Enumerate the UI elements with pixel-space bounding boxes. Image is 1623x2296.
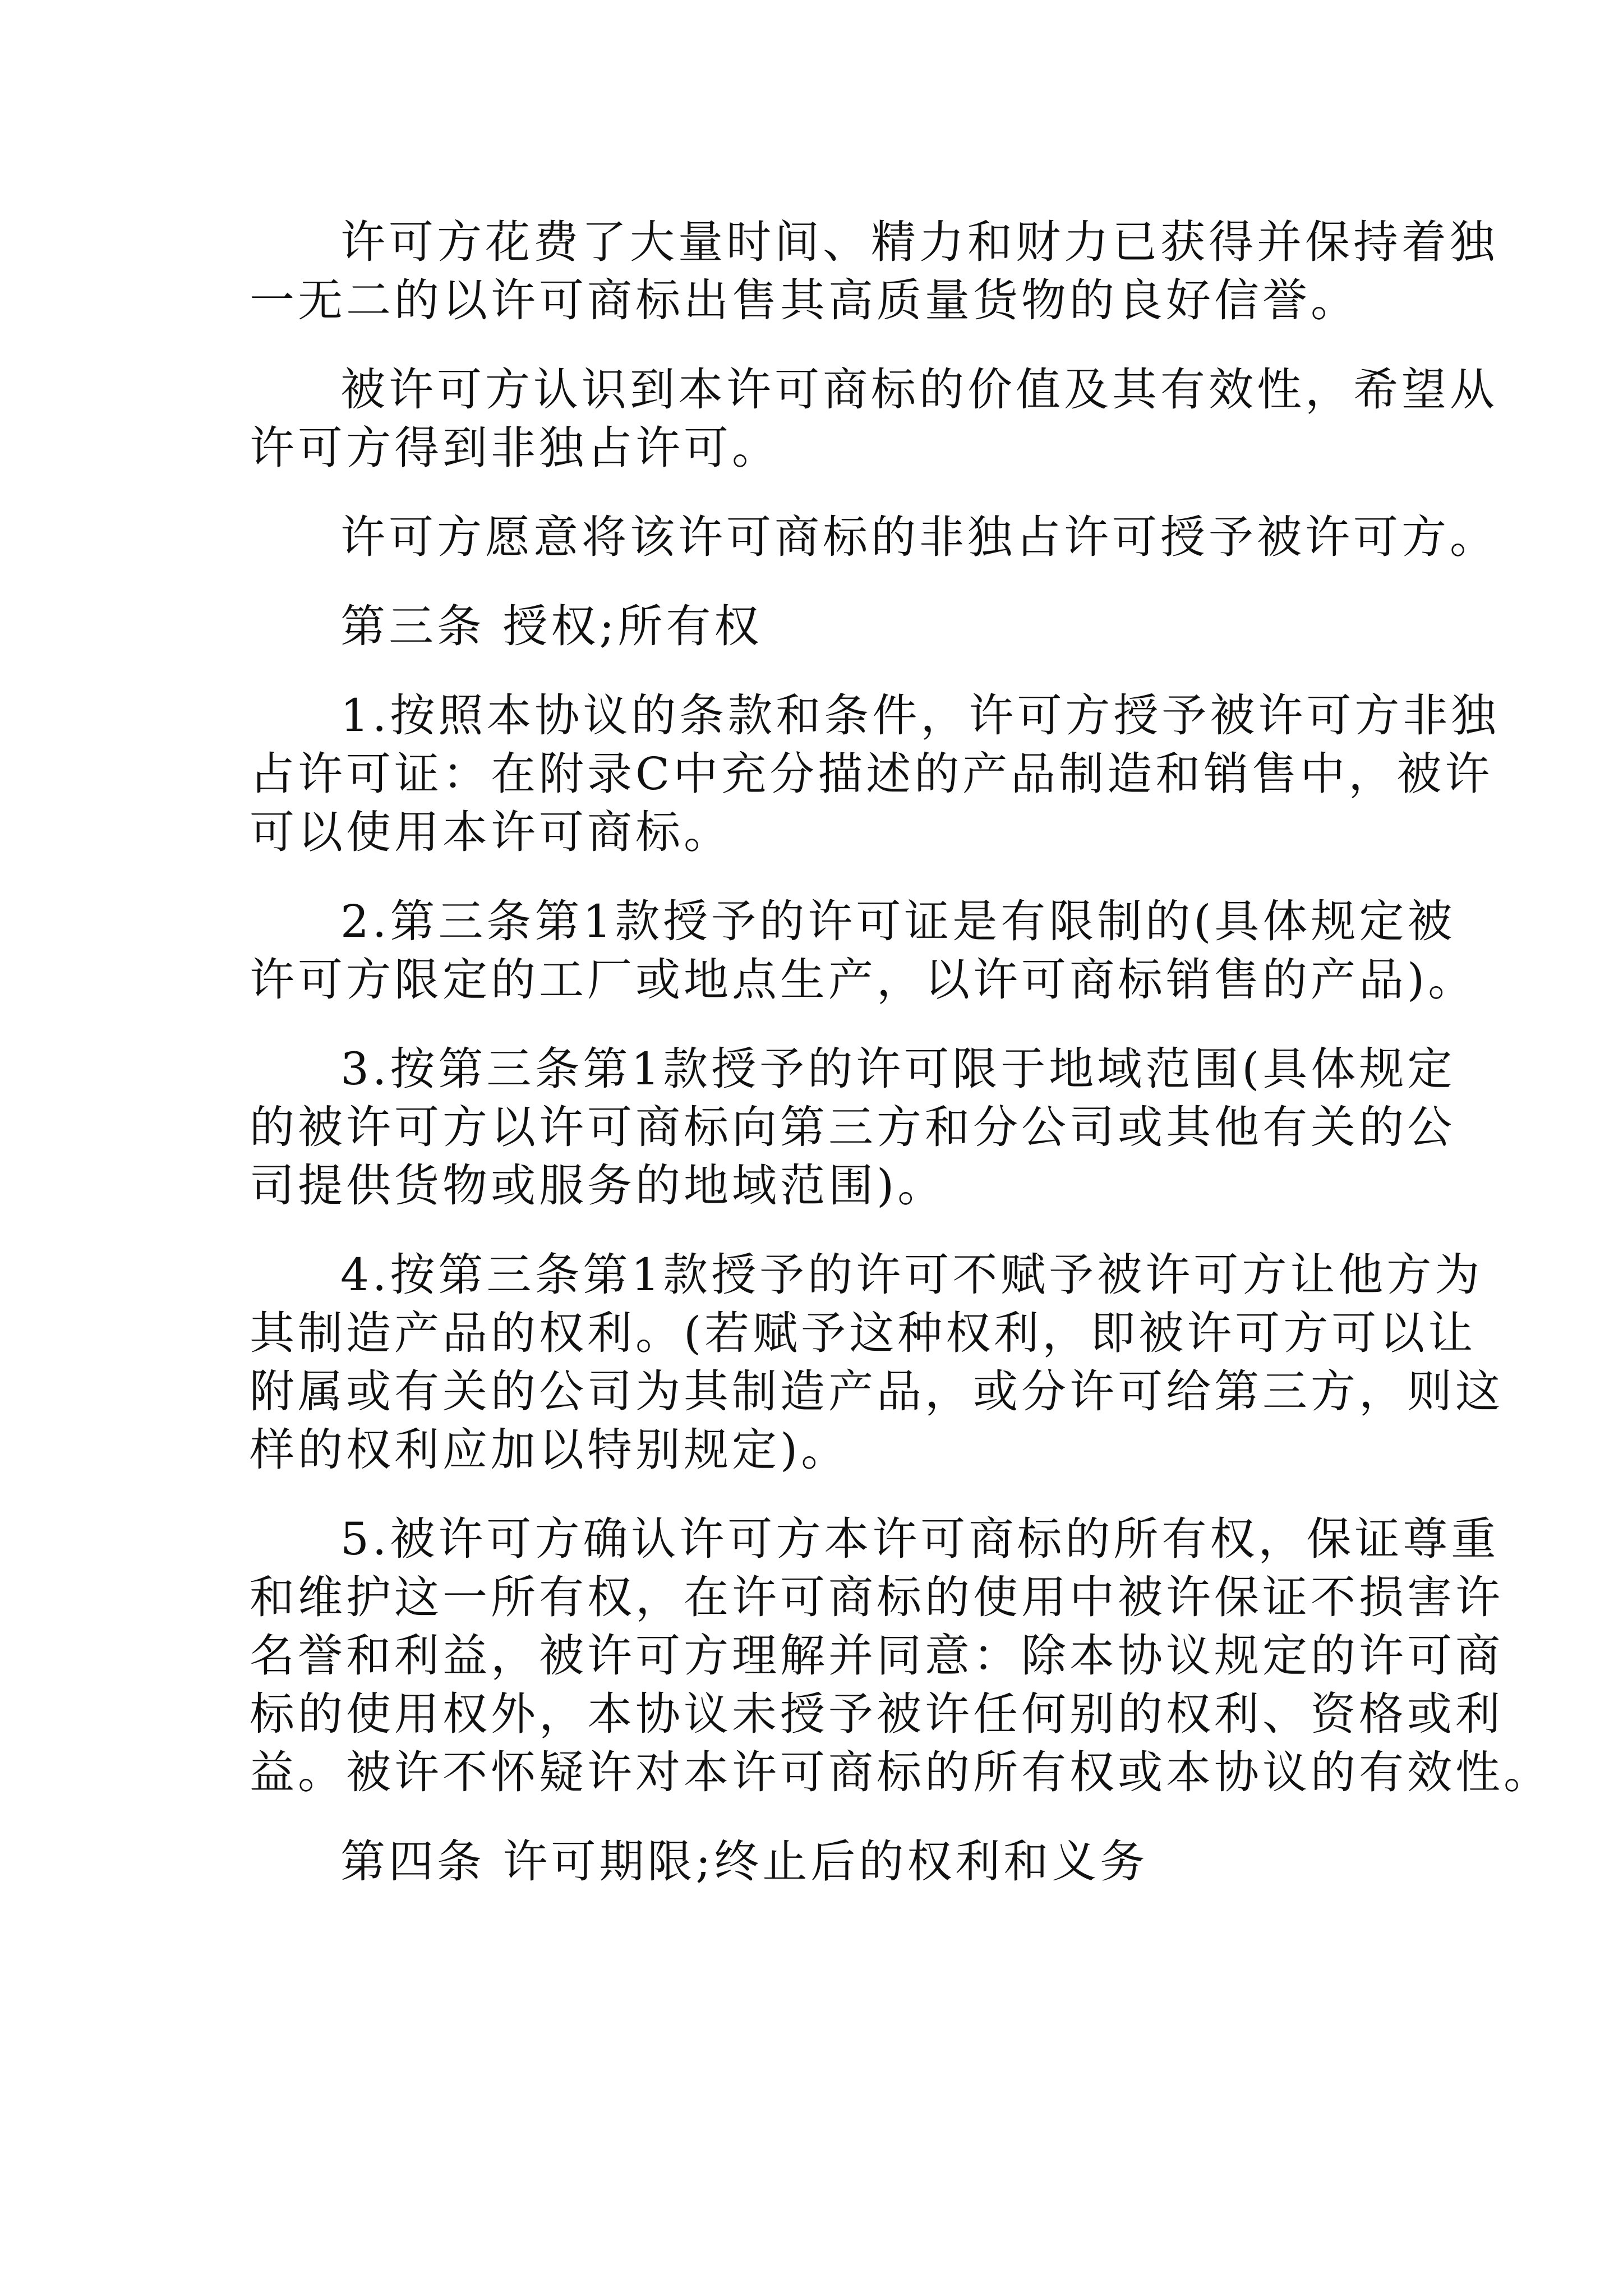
paragraph-line: 样的权利应加以特别规定)。 <box>250 1424 850 1476</box>
section-heading: 第三条 授权;所有权 <box>340 600 763 652</box>
paragraph-line: 和维护这一所有权，在许可商标的使用中被许保证不损害许 <box>250 1571 1504 1623</box>
paragraph-line: 标的使用权外，本协议未授予被许任何别的权利、资格或利 <box>250 1688 1504 1740</box>
paragraph-line: 3.按第三条第1款授予的许可限于地域范围(具体规定 <box>340 1043 1456 1095</box>
paragraph-line: 其制造产品的权利。(若赋予这种权利，即被许可方可以让 <box>250 1307 1477 1359</box>
section-heading: 第四条 许可期限;终止后的权利和义务 <box>340 1835 1149 1888</box>
paragraph-line: 一无二的以许可商标出售其高质量货物的良好信誉。 <box>250 274 1359 326</box>
paragraph-line: 2.第三条第1款授予的许可证是有限制的(具体规定被 <box>340 895 1456 947</box>
paragraph-line: 附属或有关的公司为其制造产品，或分许可给第三方，则这 <box>250 1365 1504 1418</box>
paragraph-line: 许可方得到非独占许可。 <box>250 422 780 474</box>
paragraph-line: 许可方花费了大量时间、精力和财力已获得并保持着独 <box>340 216 1498 268</box>
paragraph-line: 占许可证：在附录C中充分描述的产品制造和销售中，被许 <box>250 748 1493 800</box>
paragraph-line: 许可方愿意将该许可商标的非独占许可授予被许可方。 <box>340 511 1498 563</box>
paragraph-line: 被许可方认识到本许可商标的价值及其有效性，希望从 <box>340 364 1498 416</box>
paragraph-line: 4.按第三条第1款授予的许可不赋予被许可方让他方为 <box>340 1249 1483 1301</box>
document-page <box>250 213 1552 1891</box>
paragraph-line: 可以使用本许可商标。 <box>250 806 732 858</box>
paragraph-line: 益。被许不怀疑许对本许可商标的所有权或本协议的有效性。 <box>250 1746 1552 1798</box>
paragraph-line: 5.被许可方确认许可方本许可商标的所有权，保证尊重 <box>340 1513 1500 1565</box>
paragraph-line: 许可方限定的工厂或地点生产，以许可商标销售的产品)。 <box>250 954 1477 1006</box>
paragraph-line: 1.按照本协议的条款和条件，许可方授予被许可方非独 <box>340 689 1500 742</box>
paragraph-line: 的被许可方以许可商标向第三方和分公司或其他有关的公 <box>250 1101 1455 1153</box>
paragraph-line: 名誉和利益，被许可方理解并同意：除本协议规定的许可商 <box>250 1630 1504 1682</box>
paragraph-line: 司提供货物或服务的地域范围)。 <box>250 1159 946 1212</box>
